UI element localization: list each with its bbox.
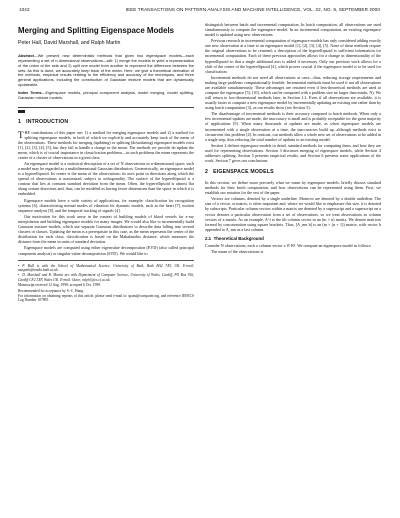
manuscript-note: Manuscript received 12 Aug. 1998; accepted 6 Oct. 1999. — [18, 283, 101, 288]
bullet-icon: • — [18, 273, 20, 278]
section-1-heading — [18, 120, 194, 125]
paragraph: Consider N observations, each a column vector x ∈ Rⁿ. We compute an eigenspace model as follows: — [205, 242, 372, 248]
paragraph: distinguish between batch and incremental computation. In batch computation, all observations are used simultaneously to compute the eigenspace model. In an incremental computation, an existing eigenspace model is updated using new observations. — [205, 22, 381, 38]
index-terms — [18, 91, 194, 101]
paragraph: In this section, we define more precisely what we mean by eigenspace models, briefly discuss standard methods for their batch computation, and how observations can be represented using them. First, we establish our notation for the rest of the paper. — [205, 180, 381, 196]
subsection-title: Theoretical Background — [213, 235, 264, 241]
section-number: 2 — [205, 169, 209, 176]
volume-issue-date: VOL. 22, NO. 9, SEPTEMBER 2000 — [303, 7, 380, 12]
left-column — [18, 22, 194, 304]
index-terms-text: —Eigenspace models, principal component analysis, model merging, model splitting, Gaussian mixture models. — [18, 89, 194, 100]
index-terms-label: Index Terms — [18, 89, 42, 95]
footnote-text: D. Marshall and R. Martin are with Department of Computer Science, University of Wales, Cardiff, PO Box 916, Cardiff CF2 3XF, Wales UK. E-mail: {dave, ralph}@cs.cf.ac.uk. — [18, 273, 194, 282]
paragraph: The disadvantage of incremental methods is their accuracy compared to batch methods. When only a few incremental updates are made, the inaccuracy is small and is probably acceptable for the great majority of applications [9]. When many thousands of updates are made, as when eigenspace models are incremented with a single observation at a time, the inaccuracies build up, although methods exist to circumvent this problem [4]. In contrast, our methods allow a whole new set of observations to be added in a single step, thus reducing the total number of updates to an existing model. — [205, 111, 381, 142]
running-header — [19, 7, 382, 12]
section-number: 1 — [18, 118, 22, 125]
two-column-body — [18, 22, 382, 304]
paragraph: Previous research in incremental computation of eigenspace models has only considered adding exactly one new observation at a time to an eigenspace model [1], [2], [3], [4], [5]. None of these methods require the original observations to be retained; a description of the hyperellipsoid is sufficient information for incremental computation. Each of these previous approaches allows for a change in dimensionality of the hyperellipsoid so that a single additional axis is added if necessary. Only our previous work allows for a shift of the center of the hyperellipsoid [4], which proves crucial if the eigenspace model is to be used for classification. — [205, 38, 381, 74]
paragraph — [18, 130, 194, 160]
paragraph: Vectors are columns, denoted by a single underline. Matrices are denoted by a double underline. The size of a vector, or matrix, is often important and, where we would like to emphasize this size, it is denoted by subscripts. Particular column vectors within a matrix are denoted by a superscript and a superscript on a vector denotes a particular observation from a set of observations, so we treat observations as column vectors of a matrix. As an example, A^i is the ith column vector in an (m × n) matrix. We denote matrices formed by concatenation using square brackets. Thus, [A_mn b] is an (m × (n + 1)) matrix, with vector b appended to A_mn as a last column. — [205, 196, 381, 232]
abstract-text: —We present new deterministic methods that given two eigenspace models—each representing a set of n-dimensional observations—will: 1) merge the models to yield a representation of the union of the sets and 2) split one model from another to represent the difference between the sets. As this is done, we accurately keep track of the mean. Here, we give a theoretical derivation of the methods, empirical results relating to the efficiency and accuracy of the techniques, and three general applications, including the construction of Gaussian mixture models that are dynamically updateable. — [18, 53, 194, 88]
footnote-text: P. Hall is with the School of Mathematical Science, University of Bath, Bath BA2 7AY, UK. E-mail: maspmh@maths.bath.ac.uk. — [18, 263, 194, 272]
end-mark — [18, 110, 25, 113]
manuscript-note: Recommended for acceptance by S.-C. Hung. — [18, 288, 84, 293]
abstract — [18, 54, 194, 88]
paragraph: Eigenspace models are computed using either eigenvalue decomposition (EVD) (also called principal component analysis) or singular-value decomposition (SVD). We would like to — [18, 245, 194, 256]
paragraph: Incremental methods do not need all observations at once—thus, reducing storage requirements and making large problems computationally feasible. Incremental methods must be used if not all observations are available simultaneously. These advantages are retained even if less-theoretical methods are used to compute the eigenspace [5], [10], which can be computed with a problem size no larger than min(n, N). We will return to low-dimensional methods later, in Section 1.2. Even if all observations are available, it is usually faster to compute a new eigenspace model by incrementally updating an existing one rather than by using batch computation [3], as our results show (see Section 5). — [205, 74, 381, 111]
section-2-heading — [205, 170, 381, 175]
paragraph: The mean of the observations is — [211, 249, 264, 254]
footnote — [18, 273, 194, 282]
abstract-label: Abstract — [18, 53, 34, 59]
subsection-heading — [205, 236, 381, 241]
right-column — [205, 22, 381, 304]
bullet-icon: • — [18, 263, 20, 268]
authors: Peter Hall, David Marshall, and Ralph Martin — [18, 40, 121, 46]
paragraph-text: HE contributions of this paper are: 1) a method for merging eigenspace models and 2) a method for splitting eigenspace models, in both of which we explicitly and accurately keep track of the mean of the observations. These methods for merging (updating) or splitting (downdating) eigenspace models exist [1], [2], [3], [4], [5], but they fail to handle a change in the mean. The methods we provide do update the mean, which is of crucial importance in classification problems—in such problems the mean represents the center of a cluster of observations in a given class. — [18, 129, 194, 160]
journal-title: IEEE TRANSACTIONS ON PATTERN ANALYSIS AND MACHINE INTELLIGENCE, — [125, 7, 302, 12]
footnotes — [18, 260, 194, 303]
paper-title: Merging and Splitting Eigenspace Models — [18, 26, 175, 35]
section-title: EIGENSPACE MODELS — [213, 169, 274, 176]
paragraph: Eigenspace models have a wide variety of applications, for example: classification for recognition systems [6], characterizing normal modes of vibration for dynamic models, such as the heart [7], motion sequence analysis [8], and the temporal tracking of signals [4]. — [18, 197, 194, 213]
footnote — [18, 264, 194, 273]
drop-cap: T — [18, 129, 24, 140]
paragraph: Section 2 defines eigenspace models in detail, standard methods for computing them, and how they are used for representing observations. Section 3 discusses merging of eigenspace models, while Section 4 addresses splitting. Section 5 presents empirical results, and Section 6 presents some applications of the work. Section 7 gives our conclusions. — [205, 142, 381, 163]
paragraph: An eigenspace model is a statistical description of a set of N observations in n-dimensional space; such a model may be regarded as a multidimensional Gaussian distribution. Geometrically, an eigenspace model is a hyperellipsoid. Its center is the mean of the observations; its axes point in directions along which the spread of observations is maximized, subject to orthogonality. The surface of the hyperellipsoid is a contour that lies at constant standard deviation from the mean. Often, the hyperellipsoid is almost flat along certain directions and, thus, can be modeled as having fewer dimensions than the space in which it is embedded. — [18, 161, 194, 197]
page-number: 1042 — [19, 7, 30, 12]
manuscript-note: For information on obtaining reprints of this article, please send e-mail to: tpami@computer.org, and reference IEEECS Log Number 107895. — [18, 294, 194, 303]
section-title: INTRODUCTION — [26, 118, 69, 125]
journal-name — [30, 7, 382, 12]
subsection-number: 2.1 — [205, 235, 212, 241]
paragraph: Our motivation for this work arose in the context of building models of blood vessels for x-ray interpolation and building eigenspace models for many images. We would also like to incrementally build Gaussian mixture models, which use separate Gaussian distributions to describe data falling into several clusters or classes. Updating the mean is a prerequisite in this case, as the mean represents the center of the distribution for each class; classification is based on the Mahalanobis distance, which measures the distance from the mean in units of standard deviation. — [18, 214, 194, 245]
divider — [18, 107, 194, 108]
